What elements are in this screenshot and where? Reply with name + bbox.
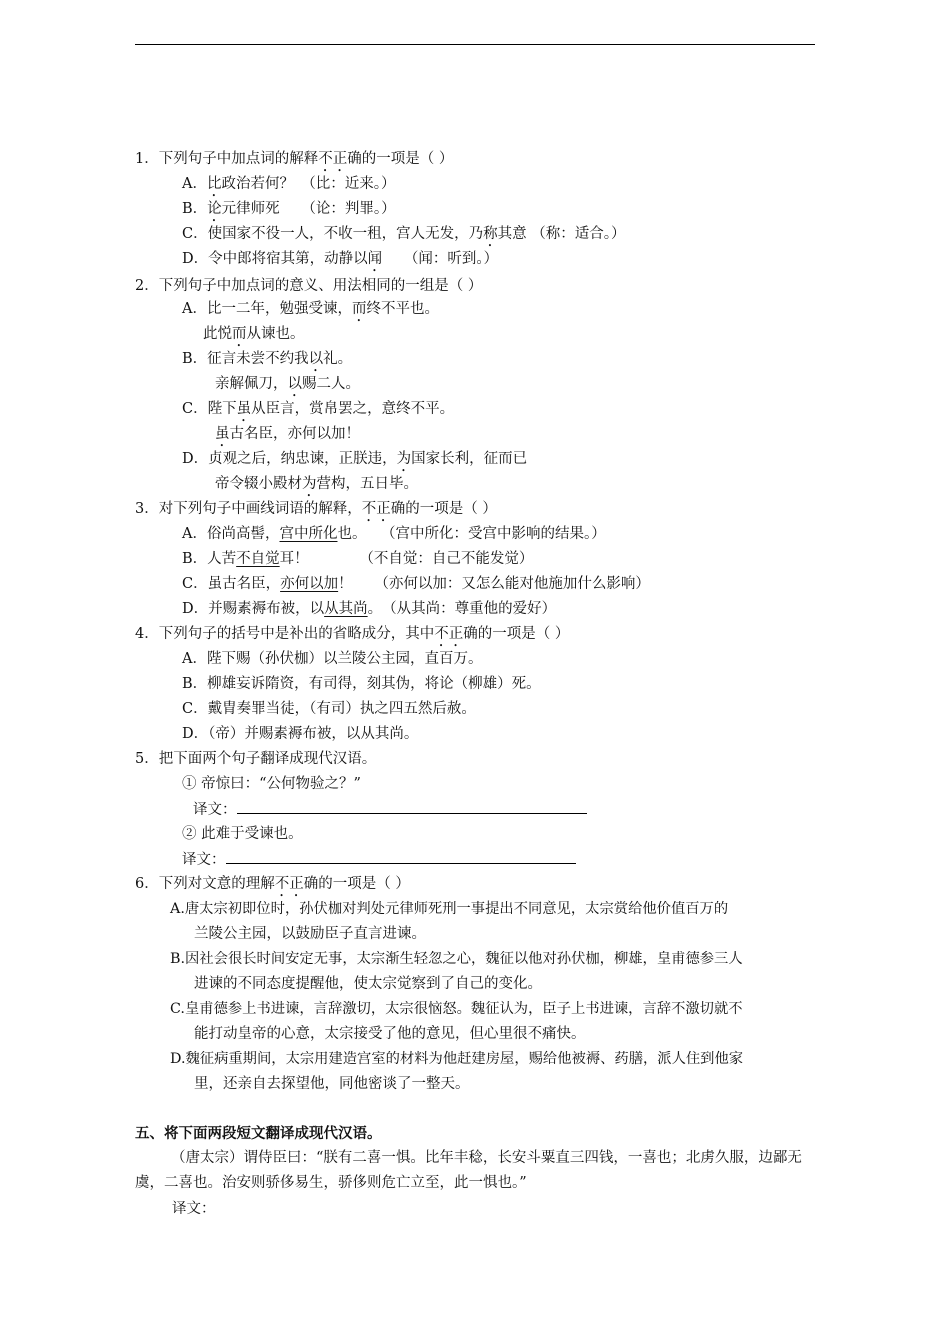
q2-option-c1 bbox=[182, 399, 454, 425]
q5-answer-1-label: 译文： bbox=[193, 802, 237, 818]
q3-c-underlined: 亦何以加 bbox=[280, 576, 339, 592]
q1-d-text: D．令中郎将宿其第，动静以 bbox=[182, 251, 368, 267]
q4-stem-text: 4．下列句子的括号中是补出的省略成分，其中 bbox=[135, 626, 435, 642]
q2-b1-text: B．征言未尝不约我 bbox=[182, 351, 309, 367]
section-5-passage: （唐太宗）谓侍臣曰：“朕有二喜一惧。比年丰稔，长安斗粟直三四钱，一喜也；北虏久服，边鄙无虞，二喜也。治安则骄侈易生，骄侈则危亡立至，此一惧也。” bbox=[135, 1150, 802, 1191]
q1-c-tail: 其意 （称：适合。） bbox=[497, 226, 626, 242]
q1-d-tail: （闻：听到。） bbox=[382, 251, 499, 267]
q6-option-b-line1: B.因社会很长时间安定无事，太宗渐生轻忽之心，魏征以他对孙伏枷，柳雄，皇甫德参三人 bbox=[170, 951, 743, 967]
q2-c1-tail: 从臣言，赏帛罢之，意终不平。 bbox=[251, 401, 455, 417]
q3-option-a bbox=[182, 524, 606, 544]
q1-option-a bbox=[182, 174, 395, 200]
q2-d1-tail: 国家长利，征而已 bbox=[411, 451, 528, 467]
q2-a1-text: A．比一二年，勉强受谏， bbox=[182, 301, 352, 317]
q6-option-a-line1: A.唐太宗初即位时，孙伏枷对判处元律师死刑一事提出不同意见，太宗赏给他价值百万的 bbox=[170, 901, 729, 917]
q2-d2-tail: 营构，五日毕。 bbox=[316, 476, 418, 492]
q1-c-keyword: 称 bbox=[483, 226, 498, 242]
q3-a-underlined: 宫中所化 bbox=[279, 526, 338, 542]
q1-option-b bbox=[182, 199, 396, 225]
q2-c1-text: C．陛下 bbox=[182, 401, 237, 417]
q2-option-d1 bbox=[182, 449, 527, 475]
q2-c1-keyword: 虽 bbox=[236, 401, 252, 417]
q2-d1-keyword: 为 bbox=[396, 451, 412, 467]
q3-option-c bbox=[182, 574, 650, 594]
q2-c2-keyword: 虽 bbox=[215, 426, 230, 442]
q3-stem bbox=[135, 499, 497, 525]
q3-option-b bbox=[182, 549, 533, 569]
q3-c-tail: ！ （亦何以加：又怎么能对他施加什么影响） bbox=[338, 576, 650, 592]
section-5-heading: 五、将下面两段短文翻译成现代汉语。 bbox=[135, 1125, 382, 1142]
q5-stem: 5．把下面两个句子翻译成现代汉语。 bbox=[135, 751, 377, 767]
q3-c-text: C．虽古名臣， bbox=[182, 576, 281, 592]
q6-option-a-line2: 兰陵公主园，以鼓励臣子直言进谏。 bbox=[194, 926, 426, 942]
q6-option-d-line2: 里，还亲自去探望他，同他密谈了一整天。 bbox=[194, 1076, 470, 1092]
q4-option-c: C．戴胄奏罪当徒，（有司）执之四五然后赦。 bbox=[182, 701, 476, 717]
q5-answer-2-label: 译文： bbox=[182, 852, 226, 868]
q2-d2-keyword: 为 bbox=[302, 476, 317, 492]
q1-a-label: A． bbox=[182, 176, 207, 192]
q2-c2-tail: 古名臣，亦何以加！ bbox=[229, 426, 360, 442]
q4-option-b: B．柳雄妄诉隋资，有司得，刻其伪，将论（柳雄）死。 bbox=[182, 676, 541, 692]
q1-option-d bbox=[182, 249, 498, 275]
q1-option-c bbox=[182, 224, 625, 250]
q6-option-b-line2: 进谏的不同态度提醒他，使太宗觉察到了自己的变化。 bbox=[194, 976, 542, 992]
q1-b-label: B． bbox=[182, 201, 208, 217]
q2-b2-tail: 赐二人。 bbox=[302, 376, 360, 392]
q6-option-c-line1: C.皇甫德参上书进谏，言辞激切，太宗很恼怒。魏征认为，臣子上书进谏，言辞不激切就不 bbox=[170, 1001, 743, 1017]
q2-b2-text: 亲解佩刀， bbox=[215, 376, 288, 392]
q1-stem-text: 1．下列句子中加点词的解释 bbox=[135, 151, 319, 167]
q4-option-d: D．（帝）并赐素褥布被，以从其尚。 bbox=[182, 726, 419, 742]
q2-option-a1 bbox=[182, 299, 439, 325]
q2-a2-keyword: 而 bbox=[232, 326, 247, 342]
q4-stem bbox=[135, 624, 569, 650]
q2-option-a2 bbox=[203, 324, 305, 350]
q3-stem-tail: 确的一项是（ ） bbox=[390, 501, 497, 517]
q6-option-d-line1: D.魏征病重期间，太宗用建造宫室的材料为他赶建房屋，赐给他被褥、药膳，派人住到他家 bbox=[170, 1051, 744, 1067]
q6-stem-text: 6．下列对文意的理解 bbox=[135, 876, 275, 892]
q1-a-text: 政治若何？ （比：近来。） bbox=[221, 176, 396, 192]
q2-a2-text: 此悦 bbox=[203, 326, 232, 342]
q3-b-underlined: 不自觉 bbox=[236, 551, 280, 567]
q1-d-keyword: 闻 bbox=[367, 251, 383, 267]
q4-stem-emphasis: 不正 bbox=[434, 626, 464, 642]
q2-b1-keyword: 以 bbox=[308, 351, 324, 367]
q6-stem bbox=[135, 874, 410, 900]
header-rule bbox=[135, 44, 815, 45]
q6-stem-tail: 确的一项是（ ） bbox=[303, 876, 410, 892]
q3-d-tail: 。 （从其尚：尊重他的爱好） bbox=[367, 601, 557, 617]
q1-c-text: C．使国家不役一人，不收一租，宫人无发，乃 bbox=[182, 226, 484, 242]
q5-answer-1-blank[interactable] bbox=[237, 799, 587, 814]
q2-option-c2 bbox=[215, 424, 360, 450]
q2-stem: 2．下列句子中加点词的意义、用法相同的一组是（ ） bbox=[135, 278, 483, 294]
q3-b-text: B．人苦 bbox=[182, 551, 237, 567]
q6-stem-emphasis: 不正 bbox=[274, 876, 304, 892]
q1-stem bbox=[135, 149, 453, 175]
q1-b-keyword: 论 bbox=[207, 201, 222, 217]
q3-stem-emphasis: 不正 bbox=[361, 501, 391, 517]
q4-option-a: A．陛下赐（孙伏枷）以兰陵公主园，直百万。 bbox=[182, 651, 483, 667]
q2-b1-tail: 礼。 bbox=[323, 351, 353, 367]
q2-option-b2 bbox=[215, 374, 360, 400]
q3-a-text: A．俗尚高髻， bbox=[182, 526, 280, 542]
q4-stem-tail: 确的一项是（ ） bbox=[463, 626, 570, 642]
q1-stem-emphasis: 不正 bbox=[318, 151, 348, 167]
q2-a2-tail: 从谏也。 bbox=[246, 326, 305, 342]
q5-answer-2-blank[interactable] bbox=[226, 849, 576, 864]
q1-b-text: 元律师死 （论：判罪。） bbox=[221, 201, 396, 217]
q1-stem-tail: 确的一项是（ ） bbox=[347, 151, 454, 167]
q2-option-b1 bbox=[182, 349, 352, 375]
q2-d2-text: 帝令辍小殿材 bbox=[215, 476, 302, 492]
q2-d1-text: D．贞观之后，纳忠谏，正朕违， bbox=[182, 451, 397, 467]
q2-option-d2 bbox=[215, 474, 418, 500]
q5-sentence-2: ② 此难于受谏也。 bbox=[182, 826, 303, 842]
q1-a-keyword: 比 bbox=[206, 176, 222, 192]
q2-a1-keyword: 而 bbox=[351, 301, 367, 317]
q3-a-tail: 也。 （宫中所化：受宫中影响的结果。） bbox=[337, 526, 606, 542]
section-5-answer-label: 译文： bbox=[172, 1201, 216, 1217]
q2-b2-keyword: 以 bbox=[287, 376, 302, 392]
q5-answer-1 bbox=[193, 799, 587, 820]
q5-sentence-1: ① 帝惊曰：“公何物验之？” bbox=[182, 776, 361, 792]
q3-d-underlined: 从其尚 bbox=[324, 601, 368, 617]
q3-b-tail: 耳！ （不自觉：自己不能发觉） bbox=[279, 551, 534, 567]
q3-d-text: D．并赐素褥布被，以 bbox=[182, 601, 325, 617]
q3-option-d bbox=[182, 599, 556, 619]
q3-stem-text: 3．对下列句子中画线词语的解释， bbox=[135, 501, 362, 517]
q2-a1-tail: 终不平也。 bbox=[366, 301, 439, 317]
q6-option-c-line2: 能打动皇帝的心意，太宗接受了他的意见，但心里很不痛快。 bbox=[194, 1026, 586, 1042]
q5-answer-2 bbox=[182, 849, 576, 870]
